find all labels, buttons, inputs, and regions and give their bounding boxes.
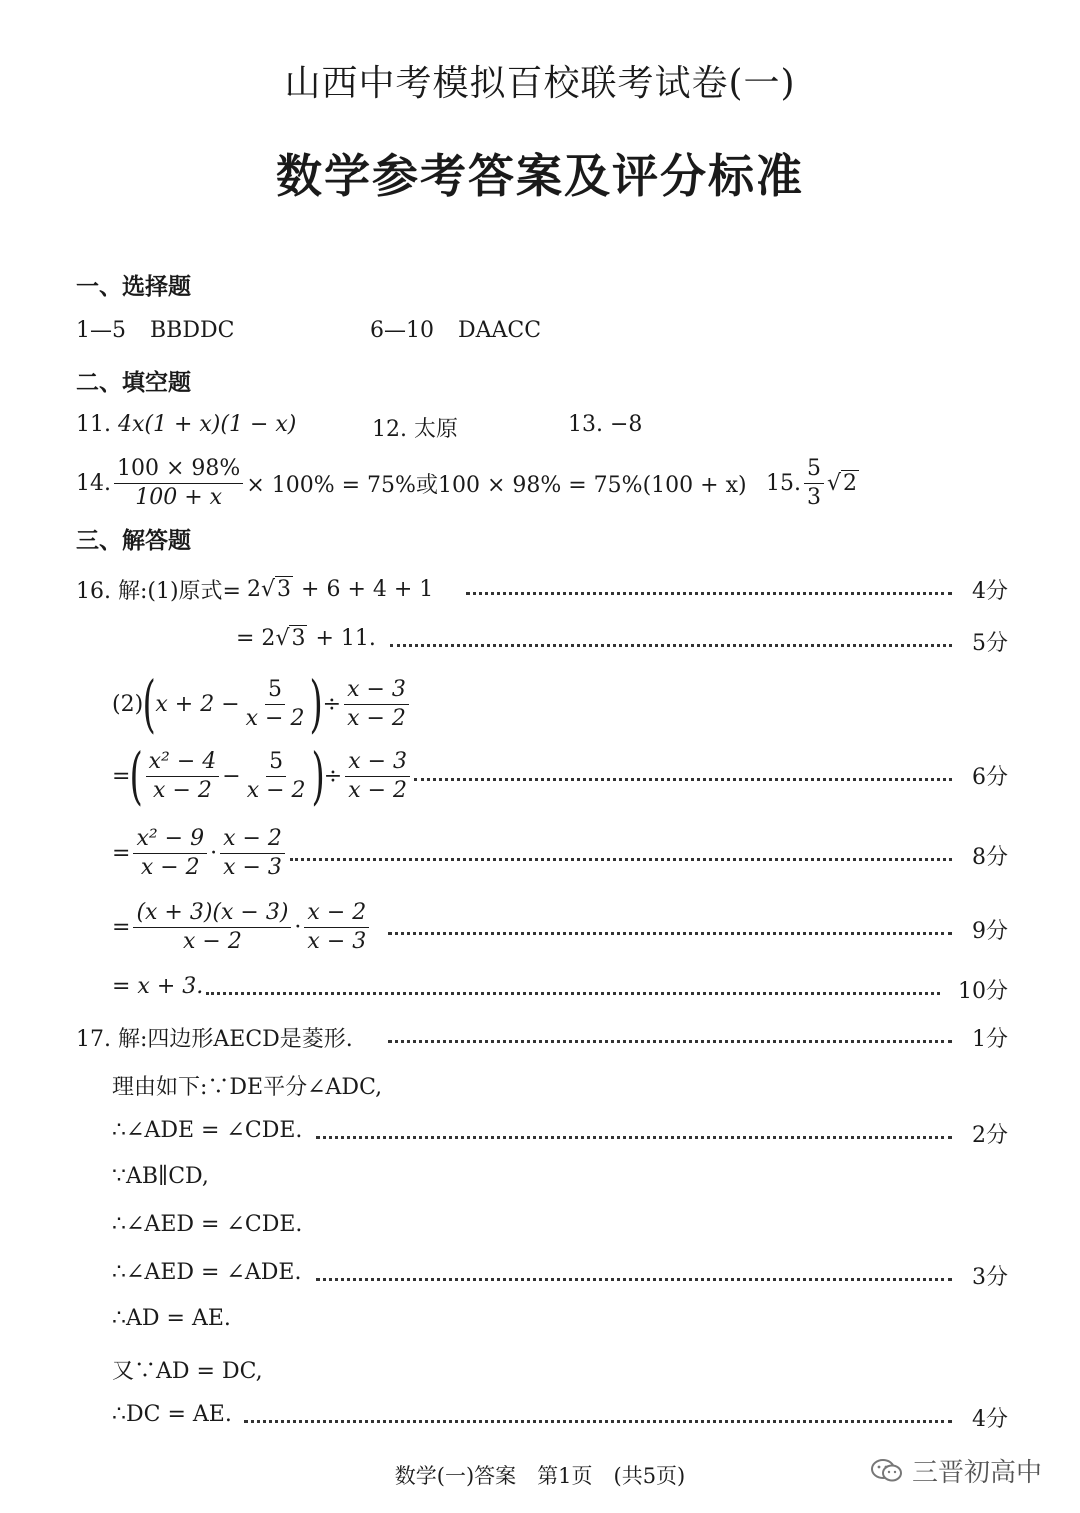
denominator: x − 3 xyxy=(307,929,367,954)
denominator: x − 2 xyxy=(153,777,212,803)
q11-answer: 4x(1 + x)(1 − x) xyxy=(118,412,297,437)
q14-rest: × 100% = 75%或100 × 98% = 75%(100 + x) xyxy=(246,473,747,498)
fill-q14 xyxy=(76,456,747,511)
q14-numerator: 100 × 98% xyxy=(114,456,243,484)
q17-line-1: 17. 解:四边形AECD是菱形. xyxy=(76,1027,353,1052)
q17-line-3: ∴∠ADE = ∠CDE. xyxy=(112,1118,303,1143)
q16-l3-frac3 xyxy=(345,749,410,804)
q16-l1-rest: + 6 + 4 + 1 xyxy=(301,577,434,602)
q16-p2-frac1 xyxy=(243,677,308,732)
score-17-6: 3分 xyxy=(972,1265,1008,1290)
leader-dots xyxy=(316,1136,952,1139)
q16-line-5 xyxy=(112,900,372,955)
fill-q15 xyxy=(766,456,859,511)
q13-number: 13. xyxy=(568,412,603,437)
numerator: x − 3 xyxy=(344,677,409,705)
dot-sign: · xyxy=(294,915,302,940)
fill-q12 xyxy=(372,412,458,443)
q14-denominator: 100 + x xyxy=(135,485,223,510)
left-paren: ( xyxy=(129,739,144,812)
q17-line-5: ∴∠AED = ∠CDE. xyxy=(112,1212,303,1237)
leader-dots xyxy=(206,992,940,995)
fill-q11 xyxy=(76,412,296,437)
denominator: x − 2 xyxy=(140,855,200,880)
q16-l2-sqrt: √3 xyxy=(275,626,306,651)
fill-q13 xyxy=(568,412,642,437)
q16-p2-term: x + 2 − xyxy=(155,691,240,717)
q16-part2-problem xyxy=(112,667,412,740)
q16-l4-frac2 xyxy=(220,826,285,881)
divide-sign: ÷ xyxy=(323,763,343,789)
leader-dots xyxy=(390,644,952,647)
q16-label: 16. 解:(1)原式= xyxy=(76,579,241,604)
q14-number: 14. xyxy=(76,471,111,496)
denominator: x − 2 xyxy=(245,705,305,731)
q15-number: 15. xyxy=(766,471,801,496)
q12-number: 12. xyxy=(372,417,407,442)
divide-sign: ÷ xyxy=(322,691,342,717)
watermark-text: 三晋初高中 xyxy=(911,1458,1042,1488)
q16-l1-coef: 2 xyxy=(247,577,261,602)
q16-l2-coef: = 2 xyxy=(236,626,276,651)
q16-part2-label: (2) xyxy=(112,691,144,717)
q14-fraction xyxy=(114,456,243,511)
choice-answers-2: DAACC xyxy=(458,318,542,343)
right-paren: ) xyxy=(309,667,324,740)
q13-answer: −8 xyxy=(610,412,643,437)
minus-sign: − xyxy=(222,763,241,789)
dot-sign: · xyxy=(210,841,218,866)
score-17-9: 4分 xyxy=(972,1407,1008,1432)
q17-line-6: ∴∠AED = ∠ADE. xyxy=(112,1260,302,1285)
q16-p2-frac2 xyxy=(344,677,409,732)
leader-dots xyxy=(414,778,952,781)
equals-sign: = xyxy=(112,915,131,940)
denominator: x − 2 xyxy=(183,929,242,954)
q16-line-1 xyxy=(76,574,433,605)
equals-sign: = xyxy=(112,763,131,789)
left-paren: ( xyxy=(142,667,156,740)
score-17-3: 2分 xyxy=(972,1123,1008,1148)
leader-dots xyxy=(388,1040,952,1043)
choice-answers-1: BBDDC xyxy=(150,318,235,343)
leader-dots xyxy=(388,932,952,935)
score-16-1: 4分 xyxy=(972,579,1008,604)
denominator: x − 2 xyxy=(246,777,306,803)
q12-answer: 太原 xyxy=(414,417,459,442)
leader-dots xyxy=(466,592,952,595)
q16-l2-radicand: 3 xyxy=(291,626,306,651)
score-16-3: 6分 xyxy=(972,765,1008,790)
q17-line-8: 又∵AD = DC, xyxy=(112,1359,263,1384)
q16-l1-radicand: 3 xyxy=(277,577,292,602)
numerator: x − 2 xyxy=(304,900,369,928)
q16-l1-sqrt: √3 xyxy=(261,577,292,602)
denominator: x − 2 xyxy=(347,705,406,731)
denominator: x − 2 xyxy=(348,777,408,803)
numerator: 5 xyxy=(266,749,286,777)
q16-line-3 xyxy=(112,739,413,812)
choice-range-1: 1—5 xyxy=(76,318,126,343)
q15-fraction xyxy=(804,456,824,511)
q15-radicand: 2 xyxy=(843,471,858,496)
section-fill-heading: 二、填空题 xyxy=(76,370,191,396)
score-16-6: 10分 xyxy=(958,979,1008,1004)
q16-l3-frac1 xyxy=(146,749,220,804)
q16-l2-rest: + 11. xyxy=(315,626,376,651)
q16-line-6: = x + 3. xyxy=(112,974,204,999)
q15-numerator: 5 xyxy=(804,456,824,484)
choice-range-2: 6—10 xyxy=(370,318,434,343)
score-16-5: 9分 xyxy=(972,919,1008,944)
score-16-4: 8分 xyxy=(972,845,1008,870)
right-paren: ) xyxy=(311,739,325,812)
q16-l5-frac1 xyxy=(133,900,291,955)
numerator: (x + 3)(x − 3) xyxy=(133,900,291,928)
q17-line-4: ∵AB∥CD, xyxy=(112,1164,209,1189)
score-17-1: 1分 xyxy=(972,1027,1008,1052)
denominator: x − 3 xyxy=(223,855,282,880)
q15-denominator: 3 xyxy=(807,485,821,510)
q11-number: 11. xyxy=(76,412,111,437)
numerator: x − 2 xyxy=(220,826,285,854)
answer-key-title: 数学参考答案及评分标准 xyxy=(276,149,804,203)
q16-line-4 xyxy=(112,826,288,881)
leader-dots xyxy=(244,1420,952,1423)
watermark xyxy=(870,1452,1042,1489)
q17-line-9: ∴DC = AE. xyxy=(112,1402,232,1427)
equals-sign: = xyxy=(112,841,131,866)
leader-dots xyxy=(290,858,952,861)
section-choice-heading: 一、选择题 xyxy=(76,274,191,300)
numerator: x² − 9 xyxy=(133,826,207,854)
q15-sqrt: √2 xyxy=(827,471,858,496)
page-footer: 数学(一)答案 第1页 (共5页) xyxy=(394,1464,686,1488)
score-16-2: 5分 xyxy=(972,631,1008,656)
q16-l5-frac2 xyxy=(304,900,369,955)
exam-title: 山西中考模拟百校联考试卷(一) xyxy=(284,63,796,104)
section-solve-heading: 三、解答题 xyxy=(76,528,191,554)
q16-line-2 xyxy=(236,626,376,651)
numerator: x − 3 xyxy=(345,749,410,777)
numerator: 5 xyxy=(265,677,285,705)
q17-line-2: 理由如下:∵DE平分∠ADC, xyxy=(112,1075,383,1100)
numerator: x² − 4 xyxy=(146,749,220,777)
q16-l4-frac1 xyxy=(133,826,207,881)
q16-l3-frac2 xyxy=(244,749,309,804)
leader-dots xyxy=(316,1278,952,1281)
wechat-icon xyxy=(870,1458,904,1484)
q17-line-7: ∴AD = AE. xyxy=(112,1306,231,1331)
